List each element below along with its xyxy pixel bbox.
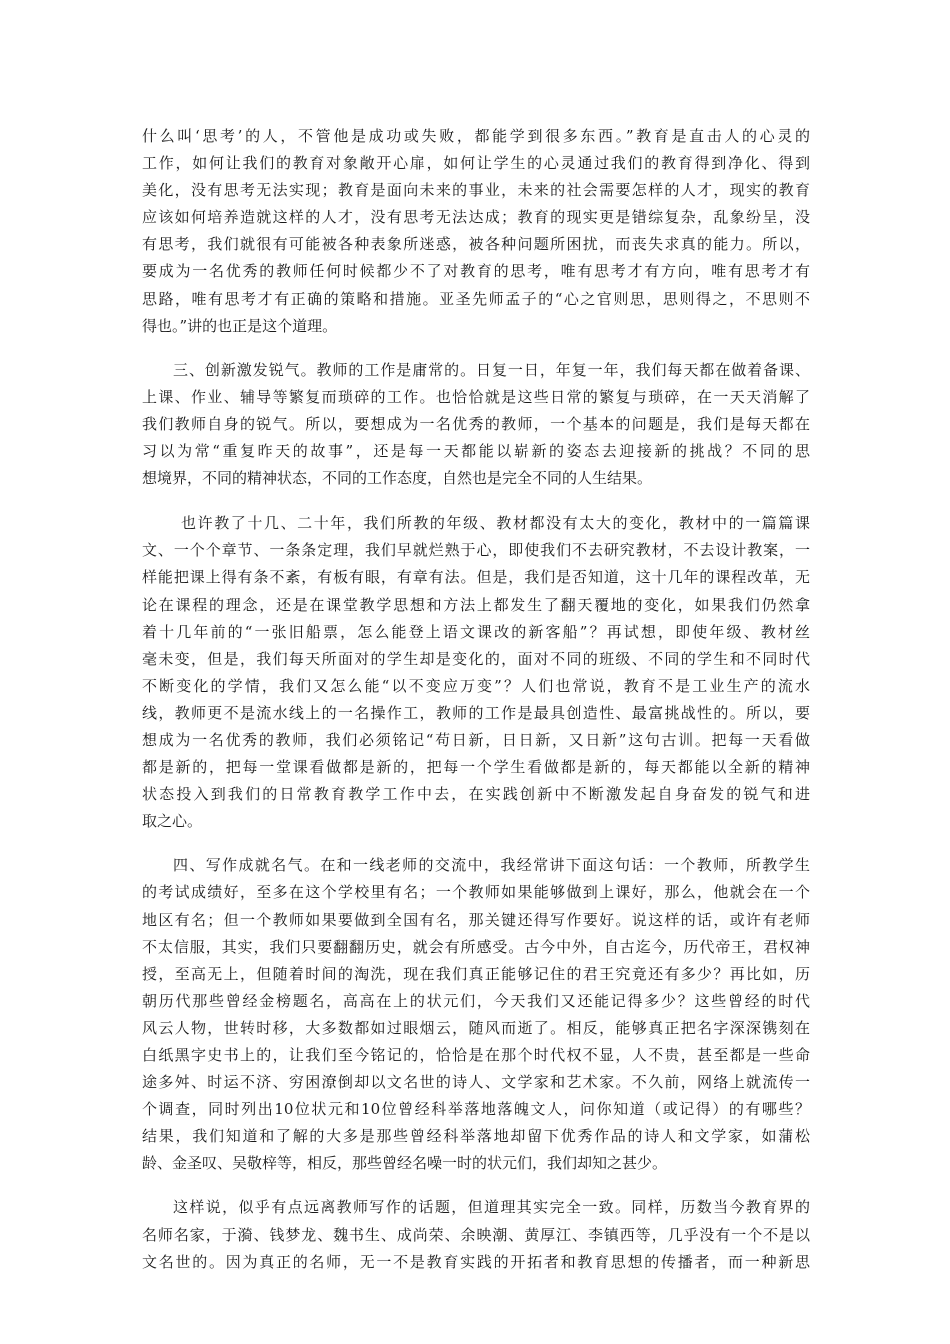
paragraph-innovation <box>142 357 810 492</box>
text-line: 白纸黑字史书上的，让我们至今铭记的，恰恰是在那个时代权不显，人不贵，甚至都是一些命 <box>142 1046 810 1064</box>
paragraph-thinking-conclusion <box>142 123 810 340</box>
paragraph-gap <box>142 340 810 357</box>
text-line: 工作，如何让我们的教育对象敞开心扉，如何让学生的心灵通过我们的教育得到净化、得到 <box>142 154 810 173</box>
text-line: 要成为一名优秀的教师任何时候都少不了对教育的思考，唯有思考才有方向，唯有思考才有 <box>142 262 810 281</box>
text-line: 朝历代那些曾经金榜题名，高高在上的状元们，今天我们又还能记得多少？这些曾经的时代 <box>142 991 810 1010</box>
text-line: 文名世的。因为真正的名师，无一不是教育实践的开拓者和教育思想的传播者，而一种新思 <box>142 1252 810 1271</box>
text-line: 得也。”讲的也正是这个道理。 <box>142 316 338 335</box>
paragraph-gap <box>142 1177 810 1194</box>
text-line: 文、一个个章节、一条条定理，我们早就烂熟于心，即使我们不去研究教材，不去设计教案，一 <box>142 541 810 560</box>
text-line: 习以为常“重复昨天的故事”，还是每一天都能以崭新的姿态去迎接新的挑战？不同的思 <box>142 442 810 461</box>
text-line: 思路，唯有思考才有正确的策略和措施。亚圣先师孟子的“心之官则思，思则得之，不思则不 <box>142 289 810 308</box>
text-line: 美化，没有思考无法实现；教育是面向未来的事业，未来的社会需要怎样的人才，现实的教育 <box>142 181 810 200</box>
text-line: 不太信服，其实，我们只要翻翻历史，就会有所感受。古今中外，自古迄今，历代帝王，君权神 <box>142 937 810 956</box>
text-line: 结果，我们知道和了解的大多是那些曾经科举落地却留下优秀作品的诗人和文学家，如蒲松 <box>142 1127 810 1146</box>
text-line: 什么叫‘思考’的人，不管他是成功或失败，都能学到很多东西。”教育是直击人的心灵的 <box>142 127 810 145</box>
paragraph-gap <box>142 835 810 852</box>
text-line: 地区有名；但一个教师如果要做到全国有名，那关键还得写作要好。说这样的话，或许有老师 <box>142 910 810 929</box>
text-line: 途多舛、时运不济、穷困潦倒却以文名世的诗人、文学家和艺术家。不久前，网络上就流传一 <box>142 1073 810 1092</box>
text-line: 龄、金圣叹、吴敬梓等，相反，那些曾经名噪一时的状元们，我们却知之甚少。 <box>142 1154 668 1173</box>
text-line: 都是新的，把每一堂课看做都是新的，把每一个学生看做都是新的，每天都能以全新的精神 <box>142 758 810 777</box>
text-line: 毫未变，但是，我们每天所面对的学生却是变化的，面对不同的班级、不同的学生和不同时代 <box>142 649 810 668</box>
paragraph-curriculum-change <box>142 510 810 835</box>
paragraph-famous-teachers <box>142 1194 810 1275</box>
paragraph-gap <box>142 492 810 510</box>
text-line: 想成为一名优秀的教师，我们必须铭记“苟日新，日日新，又日新”这句古训。把每一天看做 <box>142 730 810 749</box>
text-line: 上课、作业、辅导等繁复而琐碎的工作。也恰恰就是这些日常的繁复与琐碎，在一天天消解了 <box>142 387 810 406</box>
text-line: 四、写作成就名气。在和一线老师的交流中，我经常讲下面这句话：一个教师，所教学生 <box>173 856 810 875</box>
text-line: 名师名家，于漪、钱梦龙、魏书生、成尚荣、余映潮、黄厚江、李镇西等，几乎没有一个不是以 <box>142 1225 810 1244</box>
paragraph-writing-fame <box>142 852 810 1177</box>
document-body <box>142 123 810 1276</box>
text-line: 不断变化的学情，我们又怎么能“以不变应万变”？人们也常说，教育不是工业生产的流水 <box>142 676 810 695</box>
text-line: 状态投入到我们的日常教育教学工作中去，在实践创新中不断激发起自身奋发的锐气和进 <box>142 785 810 804</box>
text-line: 授，至高无上，但随着时间的淘洗，现在我们真正能够记住的君王究竟还有多少？再比如，历 <box>142 964 810 983</box>
text-line: 应该如何培养造就这样的人才，没有思考无法达成；教育的现实更是错综复杂，乱象纷呈，没 <box>142 208 810 227</box>
text-line: 取之心。 <box>142 812 203 831</box>
text-line: 这样说，似乎有点远离教师写作的话题，但道理其实完全一致。同样，历数当今教育界的 <box>173 1198 810 1217</box>
text-line: 论在课程的理念，还是在课堂教学思想和方法上都发生了翻天覆地的变化，如果我们仍然拿 <box>142 595 810 614</box>
text-line: 也许教了十几、二十年，我们所教的年级、教材都没有太大的变化，教材中的一篇篇课 <box>181 514 810 533</box>
text-line: 样能把课上得有条不紊，有板有眼，有章有法。但是，我们是否知道，这十几年的课程改革，无 <box>142 568 810 587</box>
text-line: 三、创新激发锐气。教师的工作是庸常的。日复一日，年复一年，我们每天都在做着备课、 <box>173 360 810 379</box>
text-line: 个调查，同时列出10位状元和10位曾经科举落地落魄文人，问你知道（或记得）的有哪些？ <box>142 1100 810 1119</box>
text-line: 有思考，我们就很有可能被各种表象所迷惑，被各种问题所困扰，而丧失求真的能力。所以， <box>142 235 810 254</box>
text-line: 我们教师自身的锐气。所以，要想成为一名优秀的教师，一个基本的问题是，我们是每天都在 <box>142 414 810 433</box>
text-line: 想境界，不同的精神状态，不同的工作态度，自然也是完全不同的人生结果。 <box>142 469 653 488</box>
text-line: 着十几年前的“一张旧船票，怎么能登上语文课改的新客船”？再试想，即使年级、教材丝 <box>142 622 810 641</box>
text-line: 线，教师更不是流水线上的一名操作工，教师的工作是最具创造性、最富挑战性的。所以，要 <box>142 703 810 722</box>
text-line: 的考试成绩好，至多在这个学校里有名；一个教师如果能够做到上课好，那么，他就会在一个 <box>142 883 810 902</box>
text-line: 风云人物，世转时移，大多数都如过眼烟云，随风而逝了。相反，能够真正把名字深深镌刻在 <box>142 1018 810 1037</box>
